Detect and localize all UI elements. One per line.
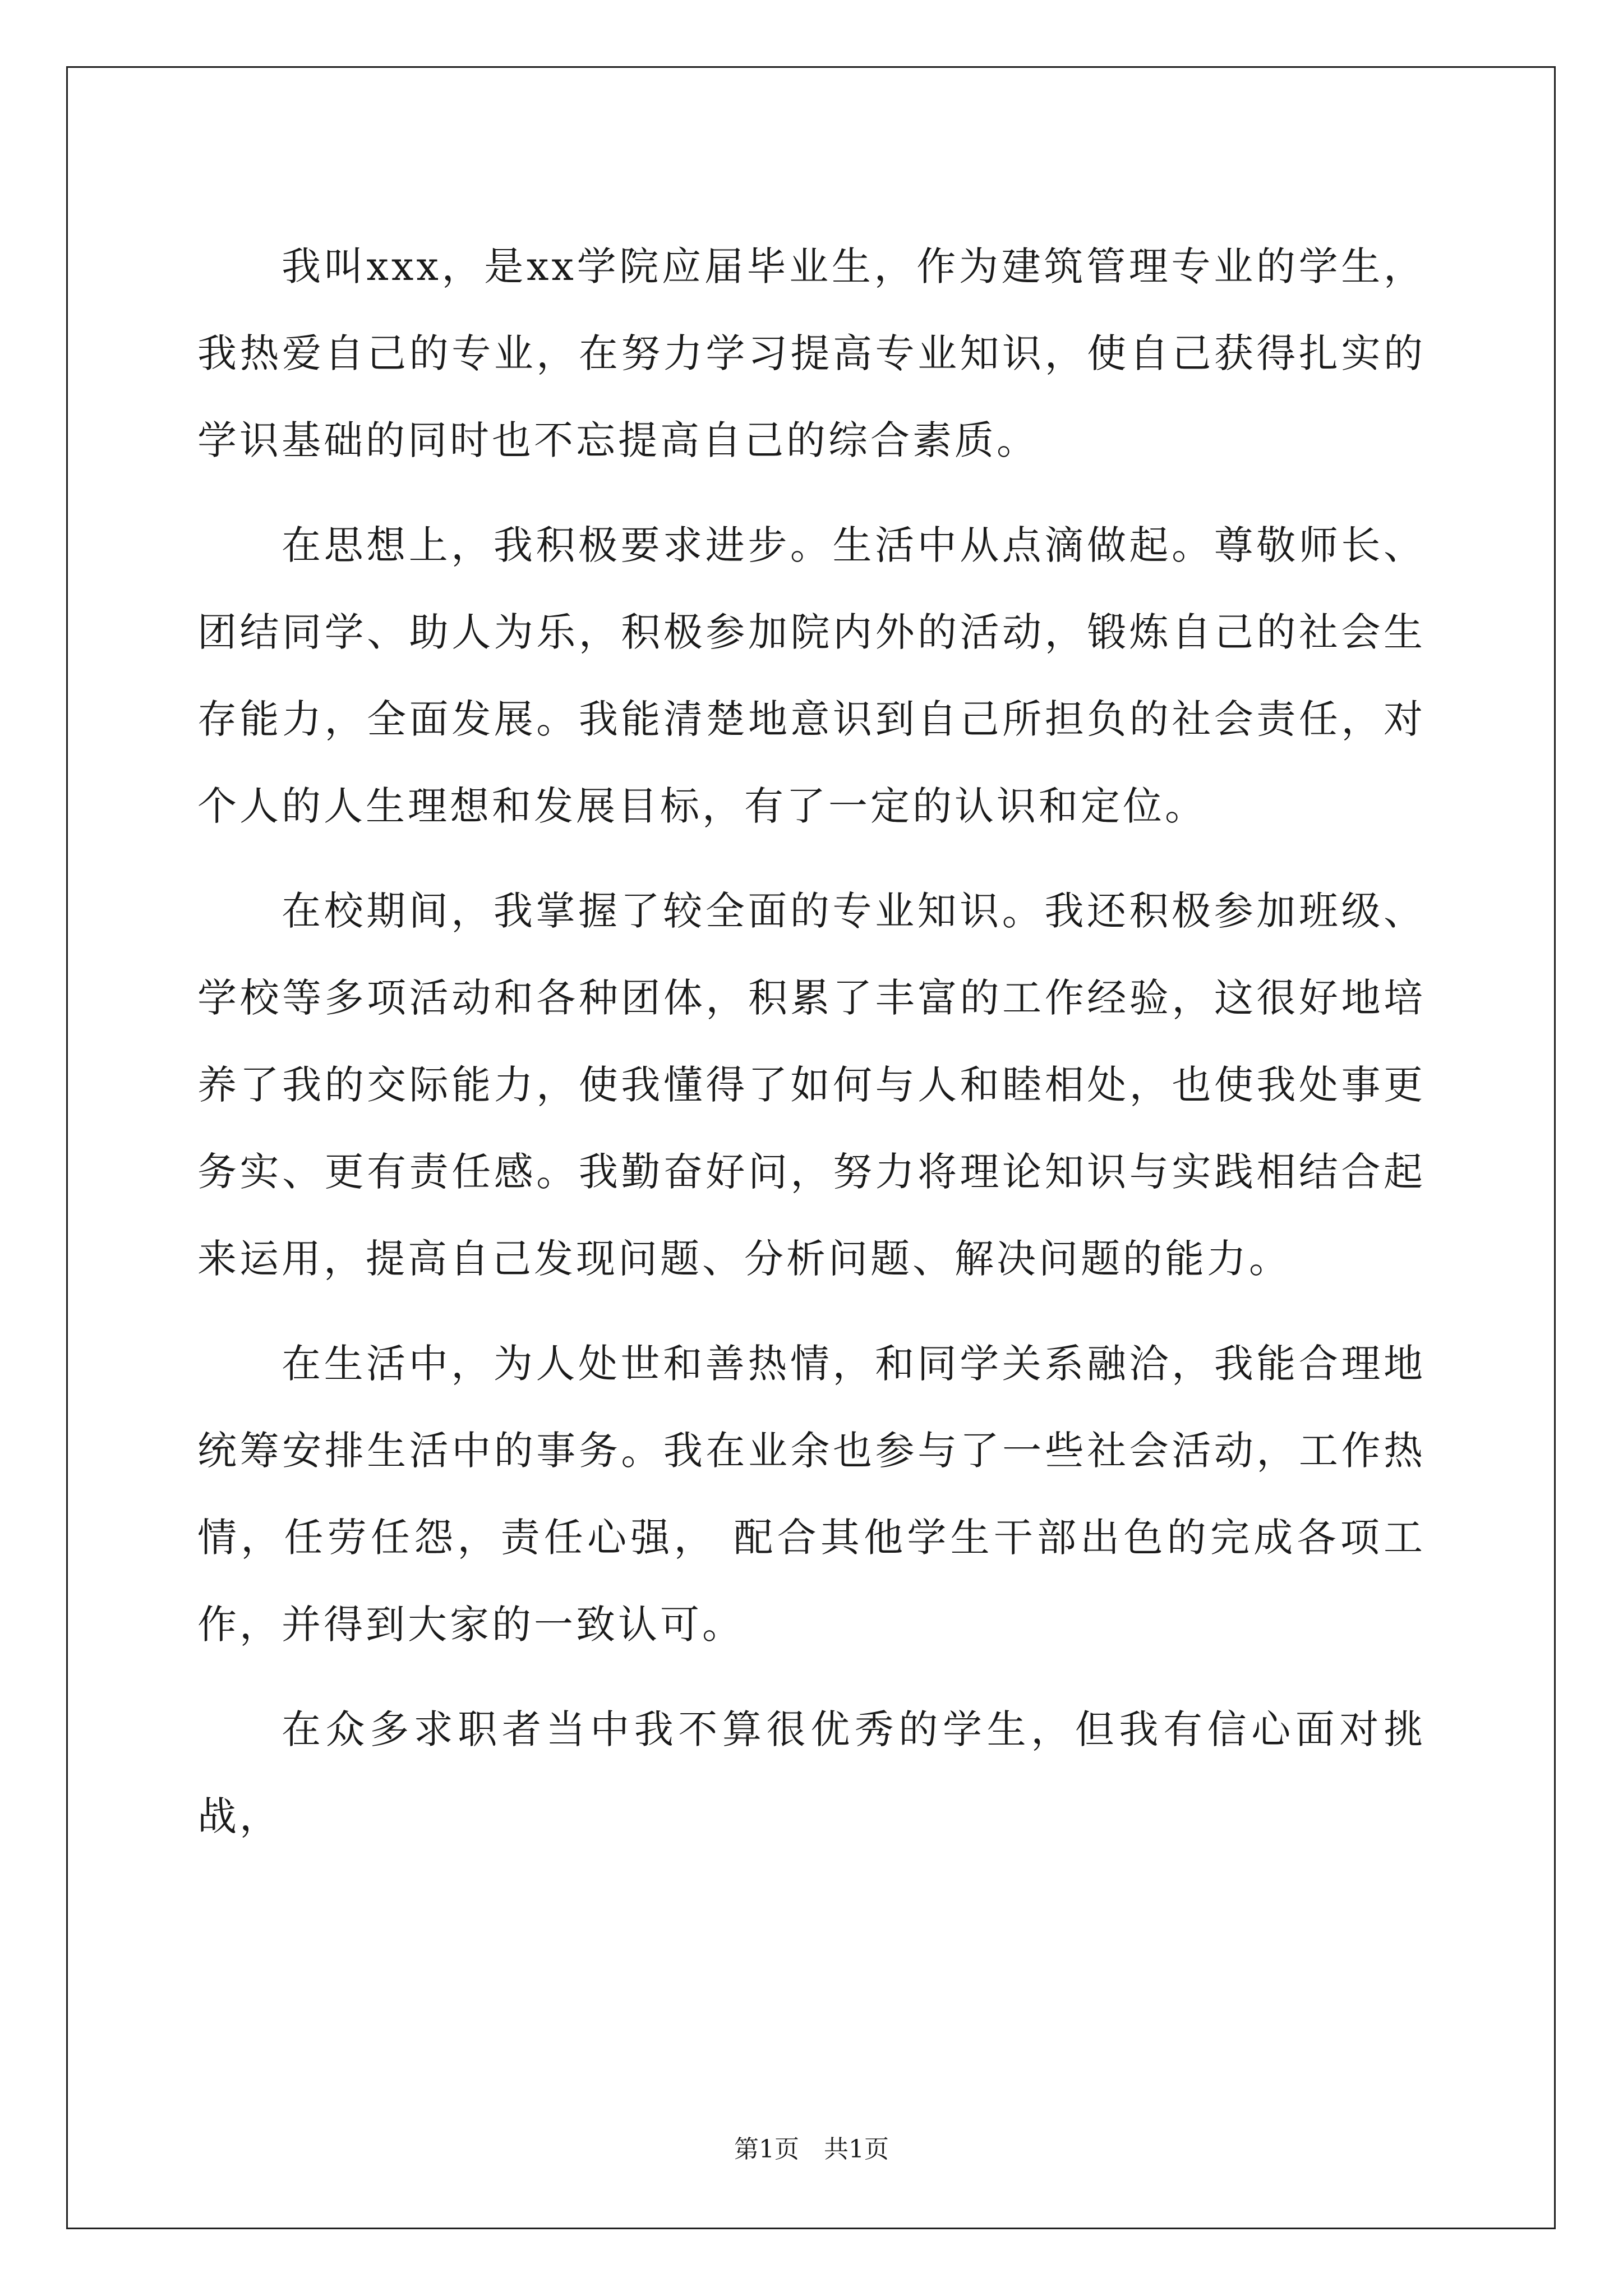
paragraph-closing: 在众多求职者当中我不算很优秀的学生，但我有信心面对挑战，: [197, 1706, 1426, 1839]
document-body: [197, 223, 1426, 1878]
page-footer: [0, 2129, 1623, 2165]
paragraph-intro: 我叫xxx，是xx学院应届毕业生，作为建筑管理专业的学生，我热爱自己的专业，在努力学习提高专业知识，使自己获得扎实的学识基础的同时也不忘提高自己的综合素质。: [197, 243, 1426, 463]
paragraph-life: 在生活中，为人处世和善热情，和同学关系融洽，我能合理地统筹安排生活中的事务。我在业余也参与了一些社会活动，工作热情，任劳任怨，责任心强， 配合其他学生干部出色的完成各项工作，并得到大家的一致认可。: [197, 1341, 1426, 1648]
paragraph-ideology: 在思想上，我积极要求进步。生活中从点滴做起。尊敬师长、团结同学、助人为乐，积极参加院内外的活动，锻炼自己的社会生存能力，全面发展。我能清楚地意识到自己所担负的社会责任，对个人的人生理想和发展目标，有了一定的认识和定位。: [197, 522, 1426, 829]
paragraph-school: 在校期间，我掌握了较全面的专业知识。我还积极参加班级、学校等多项活动和各种团体，积累了丰富的工作经验，这很好地培养了我的交际能力，使我懂得了如何与人和睦相处，也使我处事更务实、更有责任感。我勤奋好问，努力将理论知识与实践相结合起来运用，提高自己发现问题、分析问题、解决问题的能力。: [197, 888, 1426, 1282]
page-number: 第1页: [734, 2135, 799, 2164]
page-total: 共1页: [824, 2135, 889, 2164]
